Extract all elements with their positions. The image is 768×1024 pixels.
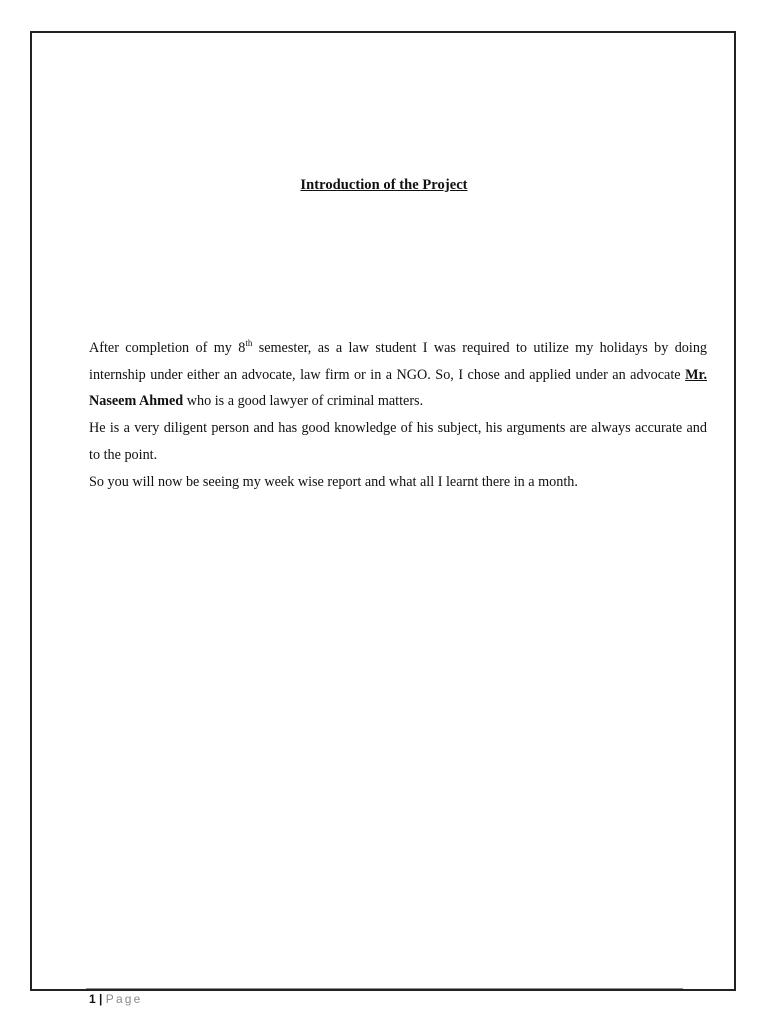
paragraph-intro-text-2: semester, as a law student I was required to utilize my holidays by doing internship under either an advocate, law firm or in a NGO. So, I chose and applied under an advocate bbox=[89, 340, 708, 383]
document-body bbox=[89, 335, 707, 495]
footer-divider bbox=[86, 988, 683, 989]
document-title: Introduction of the Project bbox=[300, 177, 468, 193]
ordinal-superscript: th bbox=[245, 338, 253, 348]
paragraph-intro-text-3: who is a good lawyer of criminal matters. bbox=[183, 393, 424, 410]
paragraph-intro-text-1: After completion of my 8 bbox=[89, 340, 246, 356]
paragraph-advocate-description: He is a very diligent person and has good knowledge of his subject, his arguments are always accurate and to the point. bbox=[89, 420, 707, 463]
page-separator: | bbox=[99, 992, 103, 1006]
page-footer bbox=[89, 990, 143, 1008]
page-label: Page bbox=[105, 992, 143, 1006]
paragraph-intro bbox=[89, 335, 707, 415]
advocate-name: Naseem Ahmed bbox=[89, 393, 184, 410]
page-number: 1 bbox=[89, 992, 96, 1006]
page-border bbox=[30, 31, 736, 991]
paragraph-report-note: So you will now be seeing my week wise report and what all I learnt there in a month. bbox=[89, 473, 578, 490]
advocate-title: Mr. bbox=[685, 366, 707, 383]
